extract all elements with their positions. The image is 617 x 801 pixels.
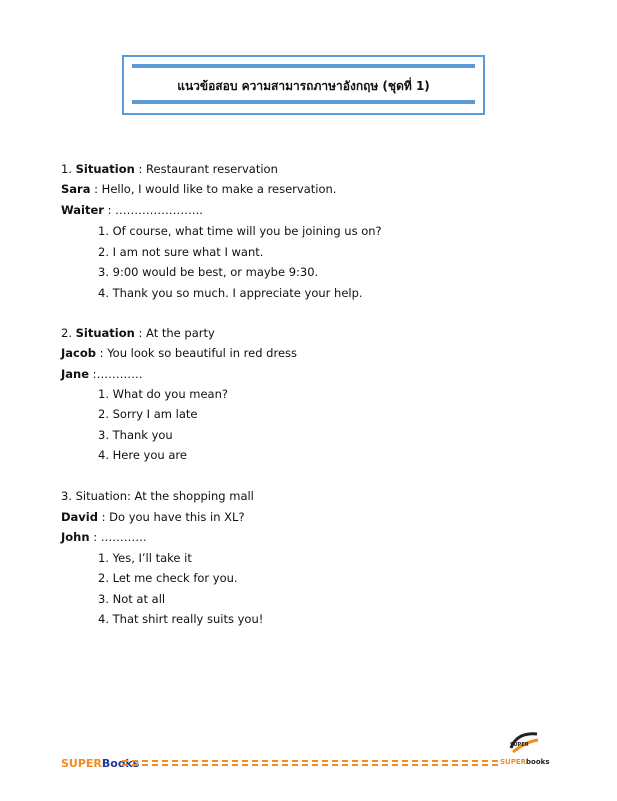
- brand-books: books: [526, 758, 550, 766]
- title-bottom-bar: [132, 100, 475, 104]
- separator: :: [103, 203, 116, 217]
- separator: :: [134, 162, 147, 176]
- separator: :: [96, 346, 108, 360]
- speaker-name: Sara: [61, 182, 91, 196]
- question-2-line-1: [61, 346, 297, 360]
- brand-books: Books: [101, 757, 140, 770]
- separator: :: [97, 510, 110, 524]
- question-3-line-1: [61, 510, 245, 524]
- situation-label: Situation: [75, 326, 135, 340]
- option-item[interactable]: 3. Thank you: [98, 428, 173, 442]
- logo-text: SUPER: [510, 742, 529, 748]
- option-item[interactable]: 2. Let me check for you.: [98, 571, 238, 585]
- option-item[interactable]: 1. Of course, what time will you be joining us on?: [98, 224, 382, 238]
- speaker-name: Jane: [61, 367, 90, 381]
- option-item[interactable]: 1. Yes, I’ll take it: [98, 551, 192, 565]
- situation-label: Situation: [75, 162, 135, 176]
- answer-blank: …………: [96, 367, 143, 381]
- separator: :: [134, 326, 147, 340]
- title-box: [122, 55, 485, 115]
- page-title: แนวข้อสอบ ความสามารถภาษาอังกฤษ (ชุดที่ 1): [177, 79, 430, 93]
- question-2-line-2: [61, 367, 143, 381]
- dialogue-text: You look so beautiful in red dress: [107, 346, 298, 360]
- brand-super: SUPER: [61, 757, 102, 770]
- brand-super: SUPER: [500, 758, 527, 766]
- question-3-heading: 3. Situation: At the shopping mall: [61, 489, 254, 503]
- question-number: 2.: [61, 326, 76, 340]
- option-item[interactable]: 4. That shirt really suits you!: [98, 612, 264, 626]
- question-2-heading: [61, 326, 215, 340]
- option-item[interactable]: 2. Sorry I am late: [98, 407, 198, 421]
- separator: :: [90, 182, 102, 196]
- speaker-name: Waiter: [61, 203, 104, 217]
- superbooks-logo-icon: [507, 728, 541, 758]
- answer-blank: …………………..: [115, 203, 203, 217]
- situation-value: At the party: [146, 326, 215, 340]
- separator: :: [89, 530, 101, 544]
- dialogue-text: Do you have this in XL?: [109, 510, 245, 524]
- speaker-name: David: [61, 510, 98, 524]
- option-item[interactable]: 4. Here you are: [98, 448, 187, 462]
- separator: :: [89, 367, 97, 381]
- title-top-bar: [132, 64, 475, 68]
- question-3-line-2: [61, 530, 147, 544]
- footer-brand-right: [500, 758, 549, 766]
- speaker-name: John: [61, 530, 90, 544]
- question-number: 1.: [61, 162, 76, 176]
- option-item[interactable]: 3. Not at all: [98, 592, 166, 606]
- dialogue-text: Hello, I would like to make a reservation.: [101, 182, 337, 196]
- answer-blank: …………: [100, 530, 147, 544]
- speaker-name: Jacob: [61, 346, 96, 360]
- question-1-line-2: [61, 203, 203, 217]
- option-item[interactable]: 4. Thank you so much. I appreciate your help.: [98, 286, 363, 300]
- situation-value: Restaurant reservation: [146, 162, 278, 176]
- footer-divider: [122, 760, 498, 766]
- question-1-heading: [61, 162, 278, 176]
- option-item[interactable]: 3. 9:00 would be best, or maybe 9:30.: [98, 265, 319, 279]
- option-item[interactable]: 2. I am not sure what I want.: [98, 245, 264, 259]
- question-1-line-1: [61, 182, 336, 196]
- option-item[interactable]: 1. What do you mean?: [98, 387, 228, 401]
